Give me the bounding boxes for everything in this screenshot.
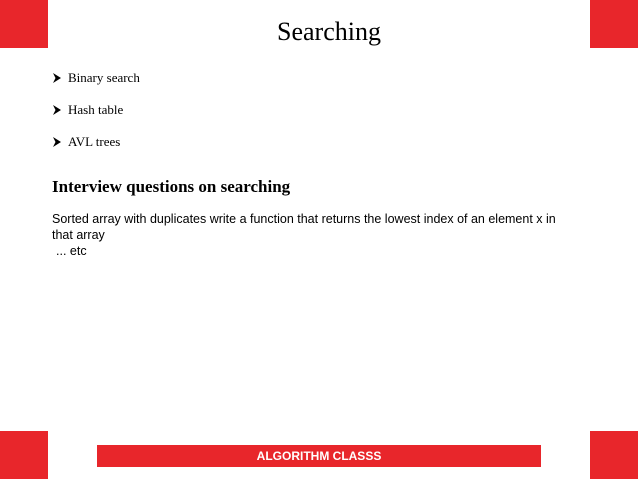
arrow-bullet-icon xyxy=(52,104,62,116)
footer-banner: ALGORITHM CLASSS xyxy=(97,445,541,467)
corner-decoration-bottom-left xyxy=(0,431,48,479)
corner-decoration-bottom-right xyxy=(590,431,638,479)
bullet-item-avl-trees xyxy=(52,134,140,150)
arrow-bullet-icon xyxy=(52,72,62,84)
etc-text: ... etc xyxy=(56,244,87,258)
bullet-item-hash-table xyxy=(52,102,140,118)
arrow-bullet-icon xyxy=(52,136,62,148)
slide-title: Searching xyxy=(277,17,381,46)
bullet-item-binary-search xyxy=(52,70,140,86)
bullet-list xyxy=(52,70,140,166)
bullet-label: AVL trees xyxy=(68,134,121,149)
section-heading: Interview questions on searching xyxy=(52,177,291,196)
bullet-label: Hash table xyxy=(68,102,124,117)
question-text: Sorted array with duplicates write a function that returns the lowest index of an element x in that array xyxy=(52,212,556,242)
bullet-label: Binary search xyxy=(68,70,140,85)
